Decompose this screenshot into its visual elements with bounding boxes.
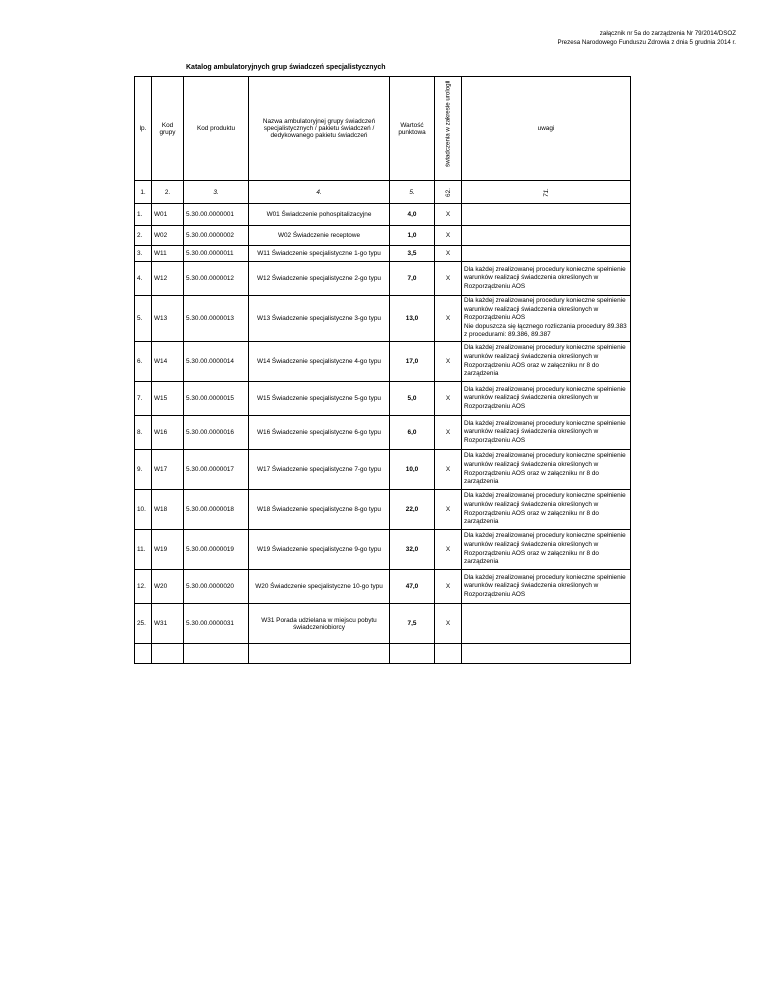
cell-wartosc: 17,0 (390, 342, 435, 382)
header-note (557, 30, 736, 47)
cell-uwagi (462, 246, 631, 262)
cell-uwagi (462, 204, 631, 226)
cell-wartosc: 1,0 (390, 226, 435, 246)
cell-nazwa: W14 Świadczenie specjalistyczne 4-go typu (249, 342, 390, 382)
cell-kod-produktu: 5.30.00.0000018 (184, 490, 249, 530)
header-nazwa: Nazwa ambulatoryjnej grupy świadczeń specjalistycznych / pakietu świadczeń / dedykowanego pakietu świadczeń (249, 77, 390, 181)
cell-lp: 3. (135, 246, 152, 262)
cell-uwagi (462, 604, 631, 644)
cell-lp: 2. (135, 226, 152, 246)
cell-wartosc: 3,5 (390, 246, 435, 262)
cell-empty (435, 644, 462, 664)
cell-x: X (435, 450, 462, 490)
cell-wartosc: 6,0 (390, 416, 435, 450)
cell-uwagi (462, 226, 631, 246)
cell-nazwa: W16 Świadczenie specjalistyczne 6-go typu (249, 416, 390, 450)
cell-x: X (435, 490, 462, 530)
cell-x: X (435, 416, 462, 450)
cell-nazwa: W17 Świadczenie specjalistyczne 7-go typu (249, 450, 390, 490)
cell-lp: 9. (135, 450, 152, 490)
cell-empty (390, 644, 435, 664)
cell-kod-grupy: W16 (152, 416, 184, 450)
cell-wartosc: 10,0 (390, 450, 435, 490)
cell-kod-produktu: 5.30.00.0000001 (184, 204, 249, 226)
table-row (135, 416, 631, 450)
cell-kod-grupy: W11 (152, 246, 184, 262)
cell-kod-grupy: W17 (152, 450, 184, 490)
cell-kod-produktu: 5.30.00.0000031 (184, 604, 249, 644)
cell-nazwa: W01 Świadczenie pohospitalizacyjne (249, 204, 390, 226)
cell-kod-produktu: 5.30.00.0000015 (184, 382, 249, 416)
column-number-row (135, 181, 631, 204)
cell-uwagi: Dla każdej zrealizowanej procedury konieczne spełnienie warunków realizacji świadczenia określonych w Rozporządzeniu AOS oraz w załączniku nr 8 do zarządzenia (462, 490, 631, 530)
header-kod-produktu: Kod produktu (184, 77, 249, 181)
cell-kod-grupy: W15 (152, 382, 184, 416)
cell-kod-grupy: W14 (152, 342, 184, 382)
cell-x: X (435, 226, 462, 246)
header-swiadczenia (435, 77, 462, 181)
cell-kod-grupy: W12 (152, 262, 184, 296)
cell-uwagi: Dla każdej zrealizowanej procedury konieczne spełnienie warunków realizacji świadczenia określonych w Rozporządzeniu AOS oraz w załączniku nr 8 do zarządzenia (462, 530, 631, 570)
colnum-swiadczenia-label: 62. (444, 187, 452, 197)
cell-x: X (435, 604, 462, 644)
cell-wartosc: 4,0 (390, 204, 435, 226)
cell-wartosc: 22,0 (390, 490, 435, 530)
cell-empty (249, 644, 390, 664)
colnum-swiadczenia (435, 181, 462, 204)
cell-kod-produktu: 5.30.00.0000012 (184, 262, 249, 296)
cell-lp: 10. (135, 490, 152, 530)
cell-x: X (435, 296, 462, 342)
cell-x: X (435, 570, 462, 604)
cell-lp: 5. (135, 296, 152, 342)
cell-kod-produktu: 5.30.00.0000014 (184, 342, 249, 382)
cell-kod-grupy: W19 (152, 530, 184, 570)
header-row (135, 77, 631, 181)
cell-nazwa: W15 Świadczenie specjalistyczne 5-go typu (249, 382, 390, 416)
cell-kod-grupy: W13 (152, 296, 184, 342)
cell-wartosc: 13,0 (390, 296, 435, 342)
cell-empty (135, 644, 152, 664)
cell-lp: 25. (135, 604, 152, 644)
cell-nazwa: W19 Świadczenie specjalistyczne 9-go typu (249, 530, 390, 570)
cell-empty (184, 644, 249, 664)
cell-kod-grupy: W18 (152, 490, 184, 530)
page-title: Katalog ambulatoryjnych grup świadczeń specjalistycznych (186, 64, 386, 71)
cell-wartosc: 5,0 (390, 382, 435, 416)
cell-wartosc: 47,0 (390, 570, 435, 604)
cell-lp: 12. (135, 570, 152, 604)
table-row (135, 604, 631, 644)
cell-nazwa: W31 Porada udzielana w miejscu pobytu świadczeniobiorcy (249, 604, 390, 644)
cell-kod-grupy: W01 (152, 204, 184, 226)
cell-nazwa: W11 Świadczenie specjalistyczne 1-go typu (249, 246, 390, 262)
cell-x: X (435, 262, 462, 296)
cell-kod-grupy: W02 (152, 226, 184, 246)
table-row (135, 204, 631, 226)
cell-x: X (435, 246, 462, 262)
header-uwagi: uwagi (462, 77, 631, 181)
cell-uwagi: Dla każdej zrealizowanej procedury konieczne spełnienie warunków realizacji świadczenia określonych w Rozporządzeniu AOS oraz w załączniku nr 8 do zarządzenia (462, 450, 631, 490)
header-note-line2: Prezesa Narodowego Funduszu Zdrowia z dnia 5 grudnia 2014 r. (557, 38, 736, 46)
cell-uwagi: Dla każdej zrealizowanej procedury konieczne spełnienie warunków realizacji świadczenia określonych w Rozporządzeniu AOS (462, 570, 631, 604)
table-row (135, 226, 631, 246)
colnum-uwagi-label: 71. (542, 187, 550, 197)
colnum-kod-grupy: 2. (152, 181, 184, 204)
colnum-wartosc: 5. (390, 181, 435, 204)
cell-lp: 4. (135, 262, 152, 296)
colnum-uwagi (462, 181, 631, 204)
table-row (135, 246, 631, 262)
cell-uwagi: Dla każdej zrealizowanej procedury konieczne spełnienie warunków realizacji świadczenia określonych w Rozporządzeniu AOS Nie dopuszcza się łącznego rozliczania procedury 89.383 z procedurami: 89.386, 89.387 (462, 296, 631, 342)
table-row-empty (135, 644, 631, 664)
cell-nazwa: W18 Świadczenie specjalistyczne 8-go typu (249, 490, 390, 530)
cell-kod-produktu: 5.30.00.0000020 (184, 570, 249, 604)
header-note-line1: załącznik nr 5a do zarządzenia Nr 79/2014/DSOZ (599, 30, 736, 37)
cell-uwagi: Dla każdej zrealizowanej procedury konieczne spełnienie warunków realizacji świadczenia określonych w Rozporządzeniu AOS (462, 262, 631, 296)
cell-nazwa: W02 Świadczenie receptowe (249, 226, 390, 246)
cell-lp: 11. (135, 530, 152, 570)
cell-kod-produktu: 5.30.00.0000011 (184, 246, 249, 262)
table-row (135, 490, 631, 530)
cell-x: X (435, 342, 462, 382)
cell-lp: 6. (135, 342, 152, 382)
table-row (135, 296, 631, 342)
cell-kod-grupy: W20 (152, 570, 184, 604)
header-wartosc: Wartość punktowa (390, 77, 435, 181)
table-row (135, 450, 631, 490)
cell-empty (462, 644, 631, 664)
cell-x: X (435, 204, 462, 226)
catalog-table (134, 76, 631, 664)
cell-wartosc: 7,5 (390, 604, 435, 644)
table-row (135, 342, 631, 382)
cell-uwagi: Dla każdej zrealizowanej procedury konieczne spełnienie warunków realizacji świadczenia określonych w Rozporządzeniu AOS (462, 382, 631, 416)
table-row (135, 570, 631, 604)
cell-nazwa: W12 Świadczenie specjalistyczne 2-go typu (249, 262, 390, 296)
cell-wartosc: 32,0 (390, 530, 435, 570)
table-row (135, 530, 631, 570)
cell-x: X (435, 530, 462, 570)
cell-kod-grupy: W31 (152, 604, 184, 644)
cell-wartosc: 7,0 (390, 262, 435, 296)
cell-lp: 7. (135, 382, 152, 416)
cell-empty (152, 644, 184, 664)
colnum-nazwa: 4. (249, 181, 390, 204)
cell-kod-produktu: 5.30.00.0000017 (184, 450, 249, 490)
cell-kod-produktu: 5.30.00.0000019 (184, 530, 249, 570)
header-lp: lp. (135, 77, 152, 181)
table-row (135, 382, 631, 416)
colnum-lp: 1. (135, 181, 152, 204)
cell-uwagi: Dla każdej zrealizowanej procedury konieczne spełnienie warunków realizacji świadczenia określonych w Rozporządzeniu AOS oraz w załączniku nr 8 do zarządzenia (462, 342, 631, 382)
cell-uwagi: Dla każdej zrealizowanej procedury konieczne spełnienie warunków realizacji świadczenia określonych w Rozporządzeniu AOS (462, 416, 631, 450)
cell-nazwa: W20 Świadczenie specjalistyczne 10-go typu (249, 570, 390, 604)
cell-lp: 1. (135, 204, 152, 226)
cell-lp: 8. (135, 416, 152, 450)
cell-kod-produktu: 5.30.00.0000013 (184, 296, 249, 342)
colnum-kod-produktu: 3. (184, 181, 249, 204)
cell-kod-produktu: 5.30.00.0000002 (184, 226, 249, 246)
header-swiadczenia-label: świadczenia w zakresie urologii (444, 80, 452, 167)
cell-x: X (435, 382, 462, 416)
cell-kod-produktu: 5.30.00.0000016 (184, 416, 249, 450)
cell-nazwa: W13 Świadczenie specjalistyczne 3-go typu (249, 296, 390, 342)
header-kod-grupy: Kod grupy (152, 77, 184, 181)
table-row (135, 262, 631, 296)
